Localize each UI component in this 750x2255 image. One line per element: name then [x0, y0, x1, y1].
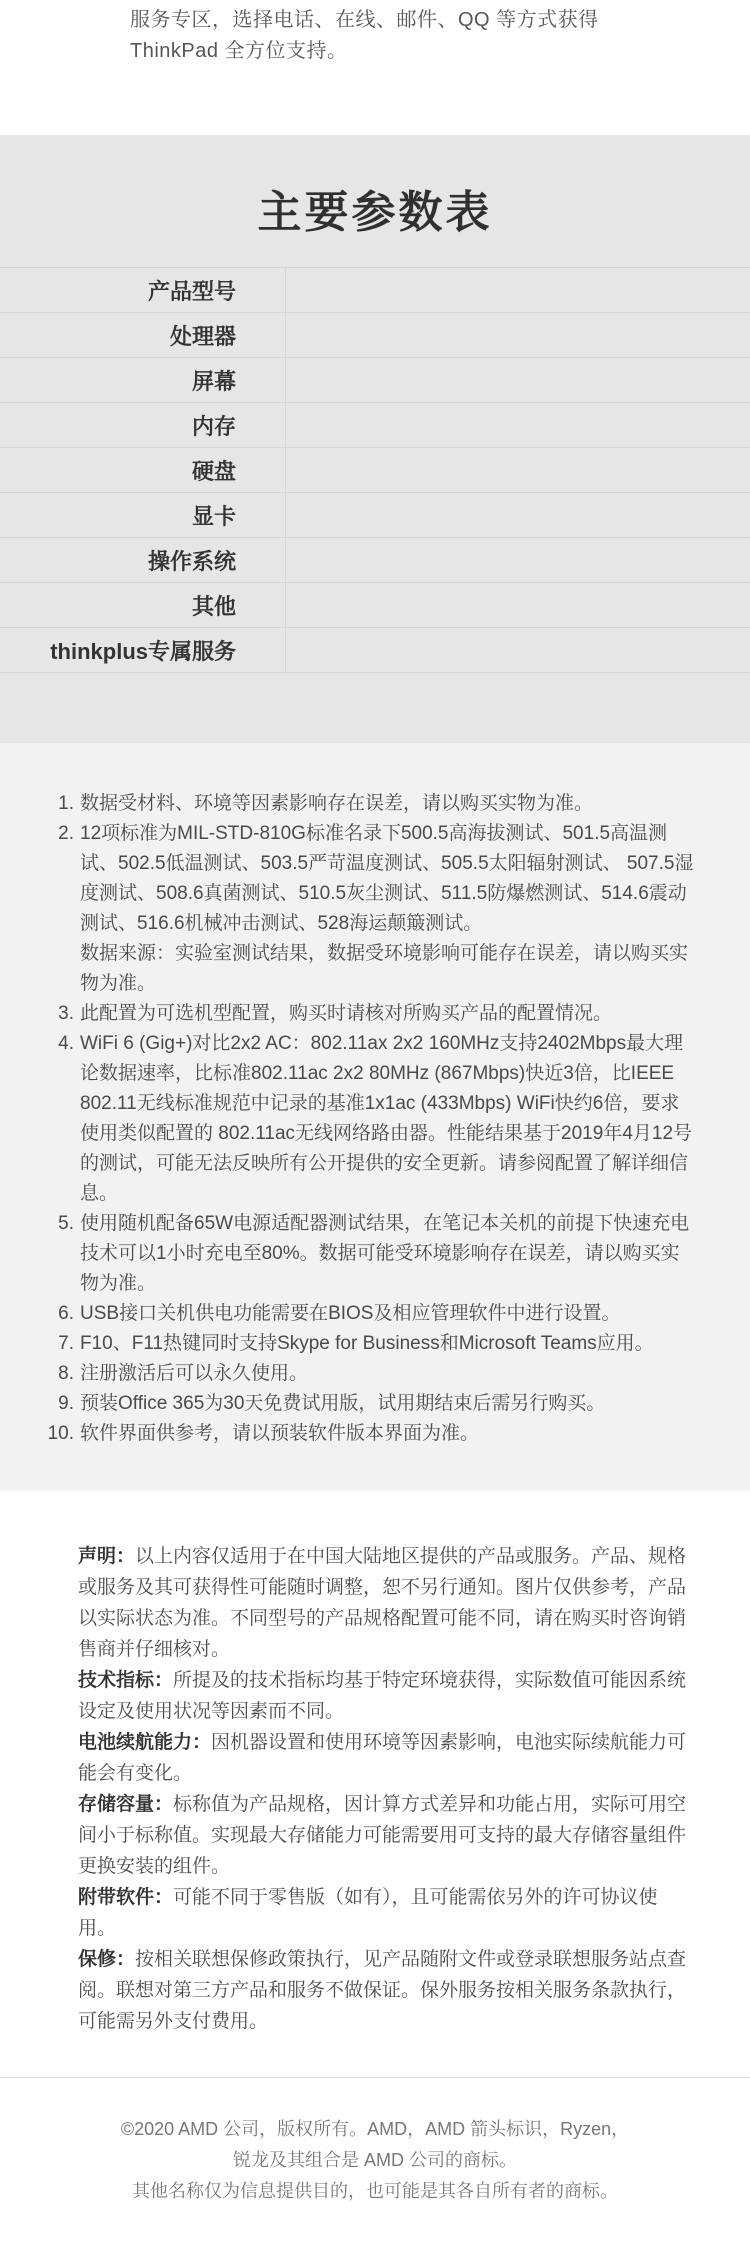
footnote-number: 4. — [58, 1033, 74, 1054]
disclaimer-text: 按相关联想保修政策执行，见产品随附文件或登录联想服务站点查阅。联想对第三方产品和服务不做保证。保外服务按相关服务条款执行，可能需另外支付费用。 — [78, 1949, 687, 2032]
footnote-number: 6. — [58, 1303, 74, 1324]
footnote-text — [80, 1359, 698, 1389]
footnote-text — [80, 1389, 698, 1419]
spec-row-value — [286, 538, 750, 582]
disclaimer-text: 因机器设置和使用环境等因素影响，电池实际续航能力可能会有变化。 — [78, 1732, 687, 1784]
spec-row-label: 内存 — [0, 403, 286, 447]
footer-line: 锐龙及其组合是 AMD 公司的商标。 — [233, 2150, 517, 2170]
spec-row-graphics — [0, 493, 750, 538]
disclaimer-storage — [78, 1789, 694, 1882]
footnote-item — [46, 1419, 698, 1449]
intro-section — [0, 0, 750, 135]
disclaimer-label: 技术指标： — [78, 1670, 174, 1691]
disclaimer-battery — [78, 1727, 694, 1789]
spec-row-label: 显卡 — [0, 493, 286, 537]
footnote-paragraph: 数据受材料、环境等因素影响存在误差，请以购买实物为准。 — [80, 793, 594, 814]
footnote-text — [80, 1299, 698, 1329]
disclaimer-text: 标称值为产品规格，因计算方式差异和功能占用，实际可用空间小于标称值。实现最大存储能力可能需要用可支持的最大存储容量组件更换安装的组件。 — [78, 1794, 687, 1877]
footnote-item — [46, 789, 698, 819]
footer-line: 其他名称仅为信息提供目的，也可能是其各自所有者的商标。 — [132, 2181, 618, 2201]
disclaimer-label: 电池续航能力： — [78, 1732, 212, 1753]
footnote-number: 8. — [58, 1363, 74, 1384]
footnote-text — [80, 1029, 698, 1209]
footnote-paragraph: 注册激活后可以永久使用。 — [80, 1363, 309, 1384]
spec-row-label: 硬盘 — [0, 448, 286, 492]
footnote-text — [80, 1209, 698, 1299]
footnotes-section — [0, 743, 750, 1491]
spec-row-value — [286, 493, 750, 537]
spec-row-memory — [0, 403, 750, 448]
footnote-paragraph: 12项标准为MIL-STD-810G标准名录下500.5高海拔测试、501.5高温测试、502.5低温测试、503.5严苛温度测试、505.5太阳辐射测试、 507.5湿度测试、508.6真菌测试、510.5灰尘测试、511.5防爆燃测试、514.6震动测试、516.6机械冲击测试、528海运颠簸测试。 — [80, 823, 694, 934]
spec-table — [0, 267, 750, 673]
spec-row-label: 其他 — [0, 583, 286, 627]
spec-table-title: 主要参数表 — [257, 188, 493, 237]
footnote-number: 9. — [58, 1393, 74, 1414]
footnote-paragraph: USB接口关机供电功能需要在BIOS及相应管理软件中进行设置。 — [80, 1303, 621, 1324]
spec-row-thinkplus-service — [0, 628, 750, 673]
footnote-number: 5. — [58, 1213, 74, 1234]
footnote-item — [46, 1389, 698, 1419]
footnote-paragraph: 数据来源：实验室测试结果，数据受环境影响可能存在误差，请以购买实物为准。 — [80, 943, 689, 994]
footnote-item — [46, 1029, 698, 1209]
spec-row-label: 屏幕 — [0, 358, 286, 402]
spec-row-value — [286, 268, 750, 312]
disclaimer-label: 声明： — [78, 1546, 136, 1567]
spec-row-other — [0, 583, 750, 628]
spec-row-value — [286, 628, 750, 672]
footnote-item — [46, 999, 698, 1029]
spec-section — [0, 135, 750, 743]
footnote-text — [80, 1329, 698, 1359]
disclaimer-label: 附带软件： — [78, 1887, 174, 1908]
footer-line: ©2020 AMD 公司，版权所有。AMD，AMD 箭头标识，Ryzen， — [120, 2119, 630, 2139]
footnote-text — [80, 789, 698, 819]
footnote-item — [46, 819, 698, 999]
footnote-item — [46, 1209, 698, 1299]
spec-row-value — [286, 313, 750, 357]
spec-row-processor — [0, 313, 750, 358]
footnote-paragraph: 此配置为可选机型配置，购买时请核对所购买产品的配置情况。 — [80, 1003, 613, 1024]
disclaimer-text: 所提及的技术指标均基于特定环境获得，实际数值可能因系统设定及使用状况等因素而不同。 — [78, 1670, 687, 1722]
disclaimer-text: 以上内容仅适用于在中国大陆地区提供的产品或服务。产品、规格或服务及其可获得性可能随时调整，恕不另行通知。图片仅供参考，产品以实际状态为准。不同型号的产品规格配置可能不同，请在购买时咨询销售商并仔细核对。 — [78, 1546, 687, 1660]
disclaimer-label: 存储容量： — [78, 1794, 174, 1815]
spec-row-disk — [0, 448, 750, 493]
spec-row-value — [286, 403, 750, 447]
intro-text-line: 服务专区，选择电话、在线、邮件、QQ 等方式获得 — [130, 9, 599, 31]
disclaimer-text: 可能不同于零售版（如有），且可能需依另外的许可协议使用。 — [78, 1887, 658, 1939]
spec-row-label: thinkplus专属服务 — [0, 628, 286, 672]
disclaimer-statement — [78, 1541, 694, 1665]
spec-row-value — [286, 448, 750, 492]
disclaimer-section — [0, 1491, 750, 2077]
footnote-number: 3. — [58, 1003, 74, 1024]
footnote-number: 10. — [47, 1423, 74, 1444]
footnote-paragraph: 预装Office 365为30天免费试用版，试用期结束后需另行购买。 — [80, 1393, 606, 1414]
spec-row-label: 产品型号 — [0, 268, 286, 312]
footnote-text — [80, 999, 698, 1029]
spec-row-product-model — [0, 268, 750, 313]
footnote-paragraph: 软件界面供参考，请以预装软件版本界面为准。 — [80, 1423, 480, 1444]
spec-row-value — [286, 583, 750, 627]
disclaimer-tech-specs — [78, 1665, 694, 1727]
footnote-paragraph: WiFi 6 (Gig+)对比2x2 AC：802.11ax 2x2 160MHz支持2402Mbps最大理论数据速率，比标准802.11ac 2x2 80MHz (867Mbps)快近3倍，比IEEE 802.11无线标准规范中记录的基准1x1ac (433Mbps) WiFi快约6倍，要求使用类似配置的 802.11ac无线网络路由器。性能结果基于2019年4月12号的测试，可能无法反映所有公开提供的安全更新。请参阅配置了解详细信息。 — [80, 1033, 693, 1204]
footnote-text — [80, 819, 698, 999]
spec-row-value — [286, 358, 750, 402]
footnote-item — [46, 1299, 698, 1329]
spec-row-label: 处理器 — [0, 313, 286, 357]
footnote-number: 1. — [58, 793, 74, 814]
footnote-number: 7. — [58, 1333, 74, 1354]
footnote-paragraph: F10、F11热键同时支持Skype for Business和Microsoft Teams应用。 — [80, 1333, 654, 1354]
footnote-text — [80, 1419, 698, 1449]
footer-copyright — [0, 2078, 750, 2255]
footnote-item — [46, 1359, 698, 1389]
footnote-item — [46, 1329, 698, 1359]
disclaimer-warranty — [78, 1944, 694, 2037]
disclaimer-software — [78, 1882, 694, 1944]
spec-row-screen — [0, 358, 750, 403]
footnote-paragraph: 使用随机配备65W电源适配器测试结果，在笔记本关机的前提下快速充电技术可以1小时充电至80%。数据可能受环境影响存在误差，请以购买实物为准。 — [80, 1213, 690, 1294]
intro-text-line: ThinkPad 全方位支持。 — [130, 40, 348, 62]
footnote-number: 2. — [58, 823, 74, 844]
spec-row-label: 操作系统 — [0, 538, 286, 582]
spec-row-os — [0, 538, 750, 583]
disclaimer-label: 保修： — [78, 1949, 136, 1970]
